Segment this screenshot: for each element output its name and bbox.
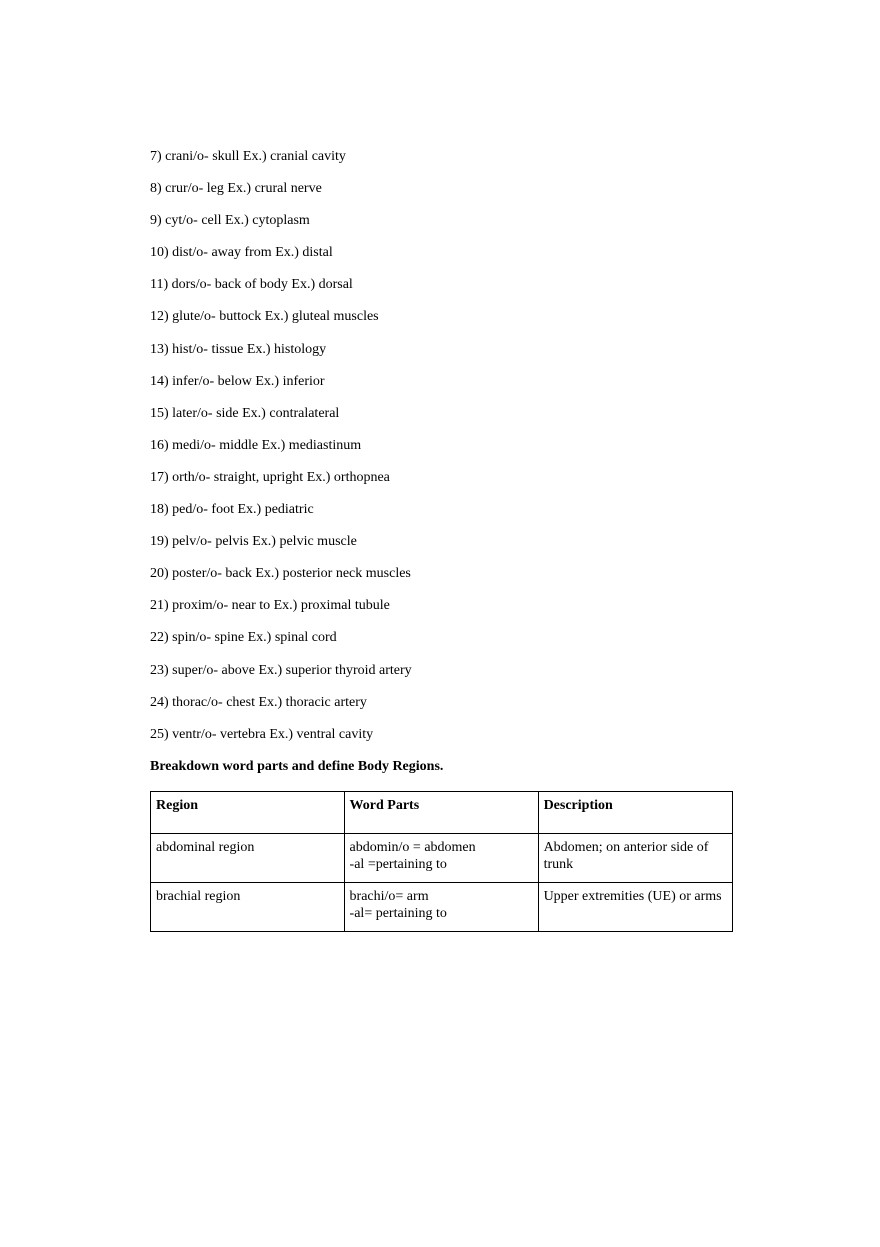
cell-word-parts — [344, 834, 538, 883]
body-regions-table — [150, 791, 733, 932]
list-item: 14) infer/o- below Ex.) inferior — [150, 373, 325, 389]
header-description: Description — [538, 792, 732, 834]
list-item: 20) poster/o- back Ex.) posterior neck muscles — [150, 566, 411, 582]
word-part: -al =pertaining to — [349, 857, 447, 872]
cell-region: abdominal region — [151, 834, 345, 883]
table-row — [151, 883, 733, 932]
list-item: 18) ped/o- foot Ex.) pediatric — [150, 502, 314, 518]
list-item: 22) spin/o- spine Ex.) spinal cord — [150, 630, 337, 646]
list-item: 21) proxim/o- near to Ex.) proximal tubule — [150, 598, 390, 614]
list-item: 25) ventr/o- vertebra Ex.) ventral cavity — [150, 726, 374, 742]
list-item: 13) hist/o- tissue Ex.) histology — [150, 341, 327, 357]
table-header-row — [151, 792, 733, 834]
cell-description: Abdomen; on anterior side of trunk — [538, 834, 732, 883]
cell-word-parts — [344, 883, 538, 932]
section-heading: Breakdown word parts and define Body Regions. — [150, 759, 444, 774]
list-item: 8) crur/o- leg Ex.) crural nerve — [150, 181, 322, 197]
word-part: brachi/o= arm — [349, 889, 429, 904]
list-item: 9) cyt/o- cell Ex.) cytoplasm — [150, 213, 310, 229]
cell-region: brachial region — [151, 883, 345, 932]
list-item: 12) glute/o- buttock Ex.) gluteal muscles — [150, 309, 379, 325]
table-row — [151, 834, 733, 883]
word-part: -al= pertaining to — [349, 906, 447, 921]
list-item: 17) orth/o- straight, upright Ex.) orthopnea — [150, 469, 390, 485]
header-word-parts: Word Parts — [344, 792, 538, 834]
list-item: 19) pelv/o- pelvis Ex.) pelvic muscle — [150, 534, 357, 550]
list-item: 11) dors/o- back of body Ex.) dorsal — [150, 277, 353, 293]
word-part: abdomin/o = abdomen — [349, 840, 476, 855]
cell-description: Upper extremities (UE) or arms — [538, 883, 732, 932]
list-item: 23) super/o- above Ex.) superior thyroid artery — [150, 662, 412, 678]
word-root-list — [150, 147, 412, 757]
list-item: 10) dist/o- away from Ex.) distal — [150, 245, 333, 261]
list-item: 24) thorac/o- chest Ex.) thoracic artery — [150, 694, 367, 710]
list-item: 15) later/o- side Ex.) contralateral — [150, 405, 340, 421]
list-item: 16) medi/o- middle Ex.) mediastinum — [150, 437, 362, 453]
list-item: 7) crani/o- skull Ex.) cranial cavity — [150, 149, 346, 164]
header-region: Region — [151, 792, 345, 834]
